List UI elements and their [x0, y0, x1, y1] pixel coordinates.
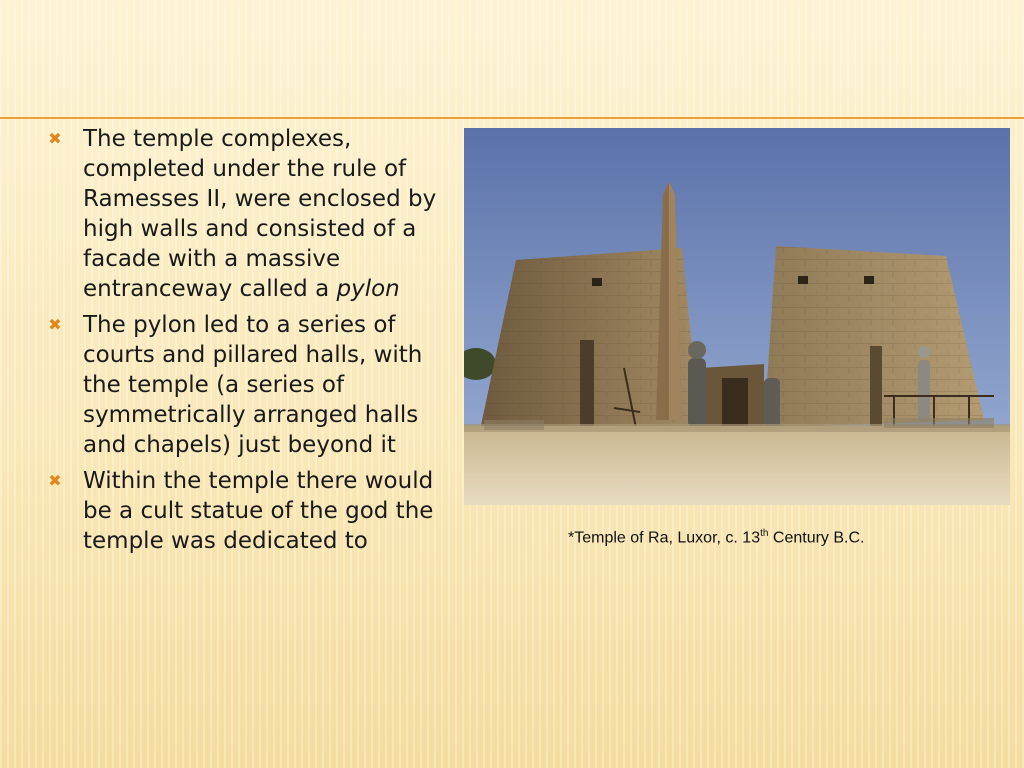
caption-superscript: th — [760, 528, 769, 539]
bullet-emphasis: pylon — [336, 276, 400, 302]
title-divider — [0, 117, 1024, 119]
bullet-text: The pylon led to a series of courts and pillared halls, with the temple (a series of symmetrically arranged halls and chapels) just beyond it — [83, 312, 423, 458]
bullet-item — [46, 310, 446, 460]
bullet-text: The temple complexes, completed under the rule of Ramesses II, were enclosed by high walls and consisted of a facade with a massive entranceway called a — [83, 126, 437, 302]
caption-text-end: Century B.C. — [768, 529, 865, 547]
x-mark-icon: ✖ — [48, 129, 62, 148]
bullet-text: Within the temple there would be a cult statue of the god the temple was dedicated to — [83, 468, 434, 554]
caption-text: *Temple of Ra, Luxor, c. 13 — [568, 529, 761, 547]
bullet-list — [46, 124, 446, 562]
bullet-item — [46, 466, 446, 556]
temple-photo — [464, 128, 1010, 505]
bullet-item — [46, 124, 446, 304]
x-mark-icon: ✖ — [48, 315, 62, 334]
photo-caption — [568, 528, 948, 547]
x-mark-icon: ✖ — [48, 471, 62, 490]
